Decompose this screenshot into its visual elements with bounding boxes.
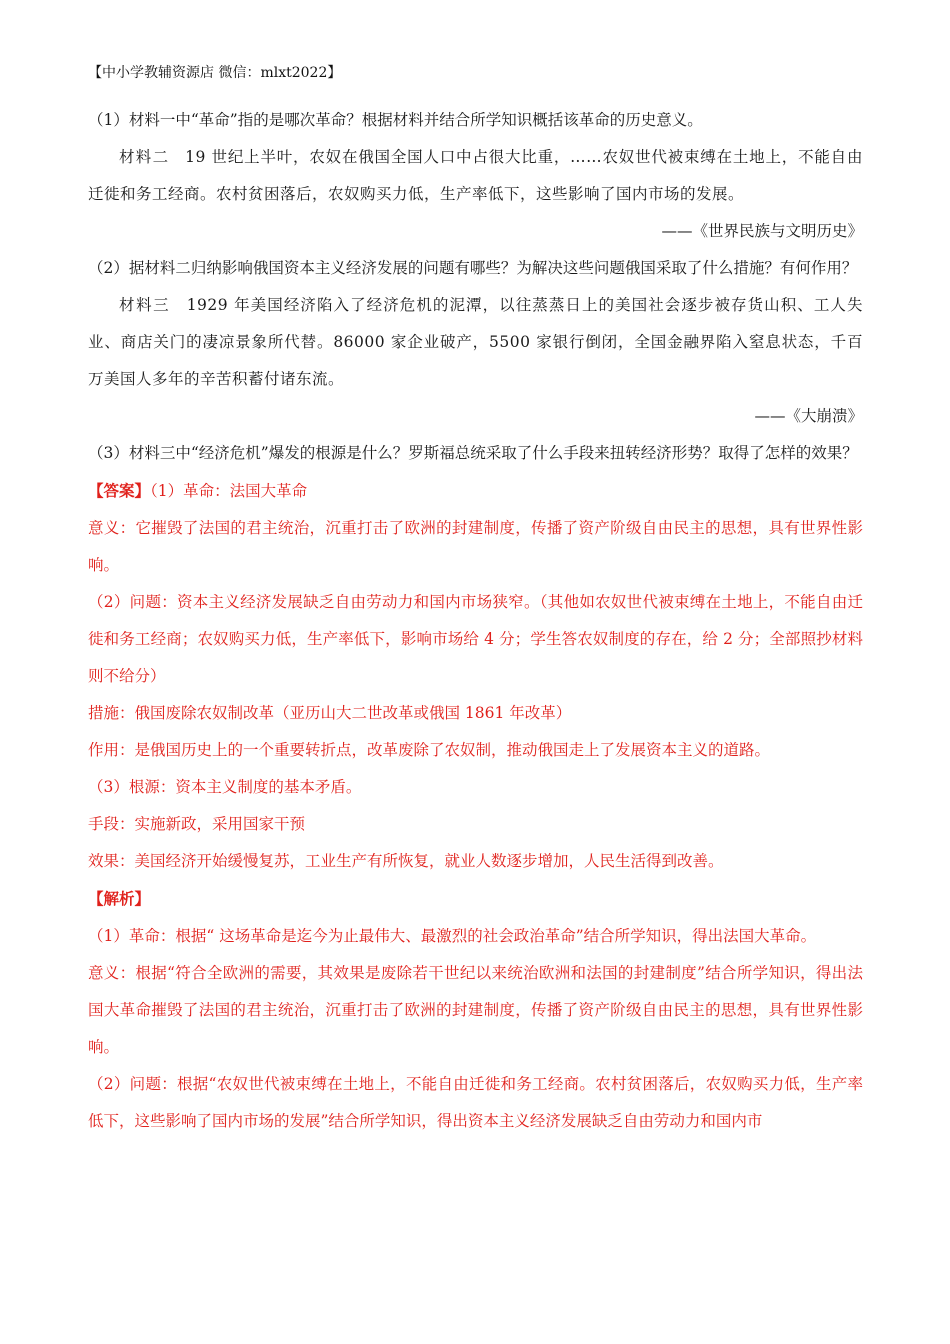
answer-2-measure: 措施：俄国废除农奴制改革（亚历山大二世改革或俄国 1861 年改革）: [88, 704, 572, 722]
answer-tag: 【答案】: [88, 481, 151, 500]
material-2: [88, 139, 863, 213]
analysis-heading: [88, 880, 863, 918]
answer-2-effect: 作用：是俄国历史上的一个重要转折点，改革废除了农奴制，推动俄国走上了发展资本主义的道路。: [88, 741, 771, 759]
answer-3-effect: 效果：美国经济开始缓慢复苏，工业生产有所恢复，就业人数逐步增加，人民生活得到改善。: [88, 852, 724, 870]
question-3: （3）材料三中“经济危机”爆发的根源是什么？罗斯福总统采取了什么手段来扭转经济形势？取得了怎样的效果？: [88, 444, 858, 462]
question-2: （2）据材料二归纳影响俄国资本主义经济发展的问题有哪些？为解决这些问题俄国采取了什么措施？有何作用？: [88, 259, 858, 277]
answer-1-meaning: 意义：它摧毁了法国的君主统治，沉重打击了欧洲的封建制度，传播了资产阶级自由民主的思想，具有世界性影响。: [88, 519, 863, 574]
material-2-title: 材料二: [119, 148, 170, 166]
document-page: [88, 62, 863, 1140]
analysis-3: （2）问题：根据“农奴世代被束缚在土地上，不能自由迁徙和务工经商。农村贫困落后，农奴购买力低，生产率低下，这些影响了国内市场的发展”结合所学知识，得出资本主义经济发展缺乏自由劳动力和国内市: [88, 1075, 863, 1130]
material-3-source: ——《大崩溃》: [754, 407, 863, 425]
answer-3-means: 手段：实施新政，采用国家干预: [88, 815, 306, 833]
material-2-source: ——《世界民族与文明历史》: [661, 222, 863, 240]
answer-2-problem: （2）问题：资本主义经济发展缺乏自由劳动力和国内市场狭窄。（其他如农奴世代被束缚在土地上，不能自由迁徙和务工经商；农奴购买力低，生产率低下，影响市场给 4 分；学生答农奴制度的存在，给 2 分；全部照抄材料则不给分）: [88, 593, 863, 685]
header-watermark: 【中小学教辅资源店 微信：mlxt2022】: [88, 65, 342, 81]
answer-3-root: （3）根源：资本主义制度的基本矛盾。: [88, 778, 362, 796]
answer-1: [88, 472, 863, 510]
material-3: [88, 287, 863, 398]
material-3-text: 1929 年美国经济陷入了经济危机的泥潭，以往蒸蒸日上的美国社会逐步被存货山积、工人失业、商店关门的凄凉景象所代替。86000 家企业破产，5500 家银行倒闭，全国金融界陷入窒息状态，千百万美国人多年的辛苦积蓄付诸东流。: [88, 296, 863, 388]
analysis-2: 意义：根据“符合全欧洲的需要，其效果是废除若干世纪以来统治欧洲和法国的封建制度”结合所学知识，得出法国大革命摧毁了法国的君主统治，沉重打击了欧洲的封建制度，传播了资产阶级自由民主的思想，具有世界性影响。: [88, 964, 863, 1056]
material-2-text: 19 世纪上半叶，农奴在俄国全国人口中占很大比重，……农奴世代被束缚在土地上，不能自由迁徙和务工经商。农村贫困落后，农奴购买力低，生产率低下，这些影响了国内市场的发展。: [88, 148, 863, 203]
question-1: （1）材料一中“革命”指的是哪次革命？根据材料并结合所学知识概括该革命的历史意义。: [88, 111, 703, 129]
analysis-tag: 【解析】: [88, 889, 151, 908]
material-3-title: 材料三: [119, 296, 171, 314]
answer-1-text: （1）革命：法国大革命: [150, 482, 308, 500]
analysis-1: （1）革命：根据“ 这场革命是迄今为止最伟大、最激烈的社会政治革命”结合所学知识，得出法国大革命。: [88, 927, 817, 945]
